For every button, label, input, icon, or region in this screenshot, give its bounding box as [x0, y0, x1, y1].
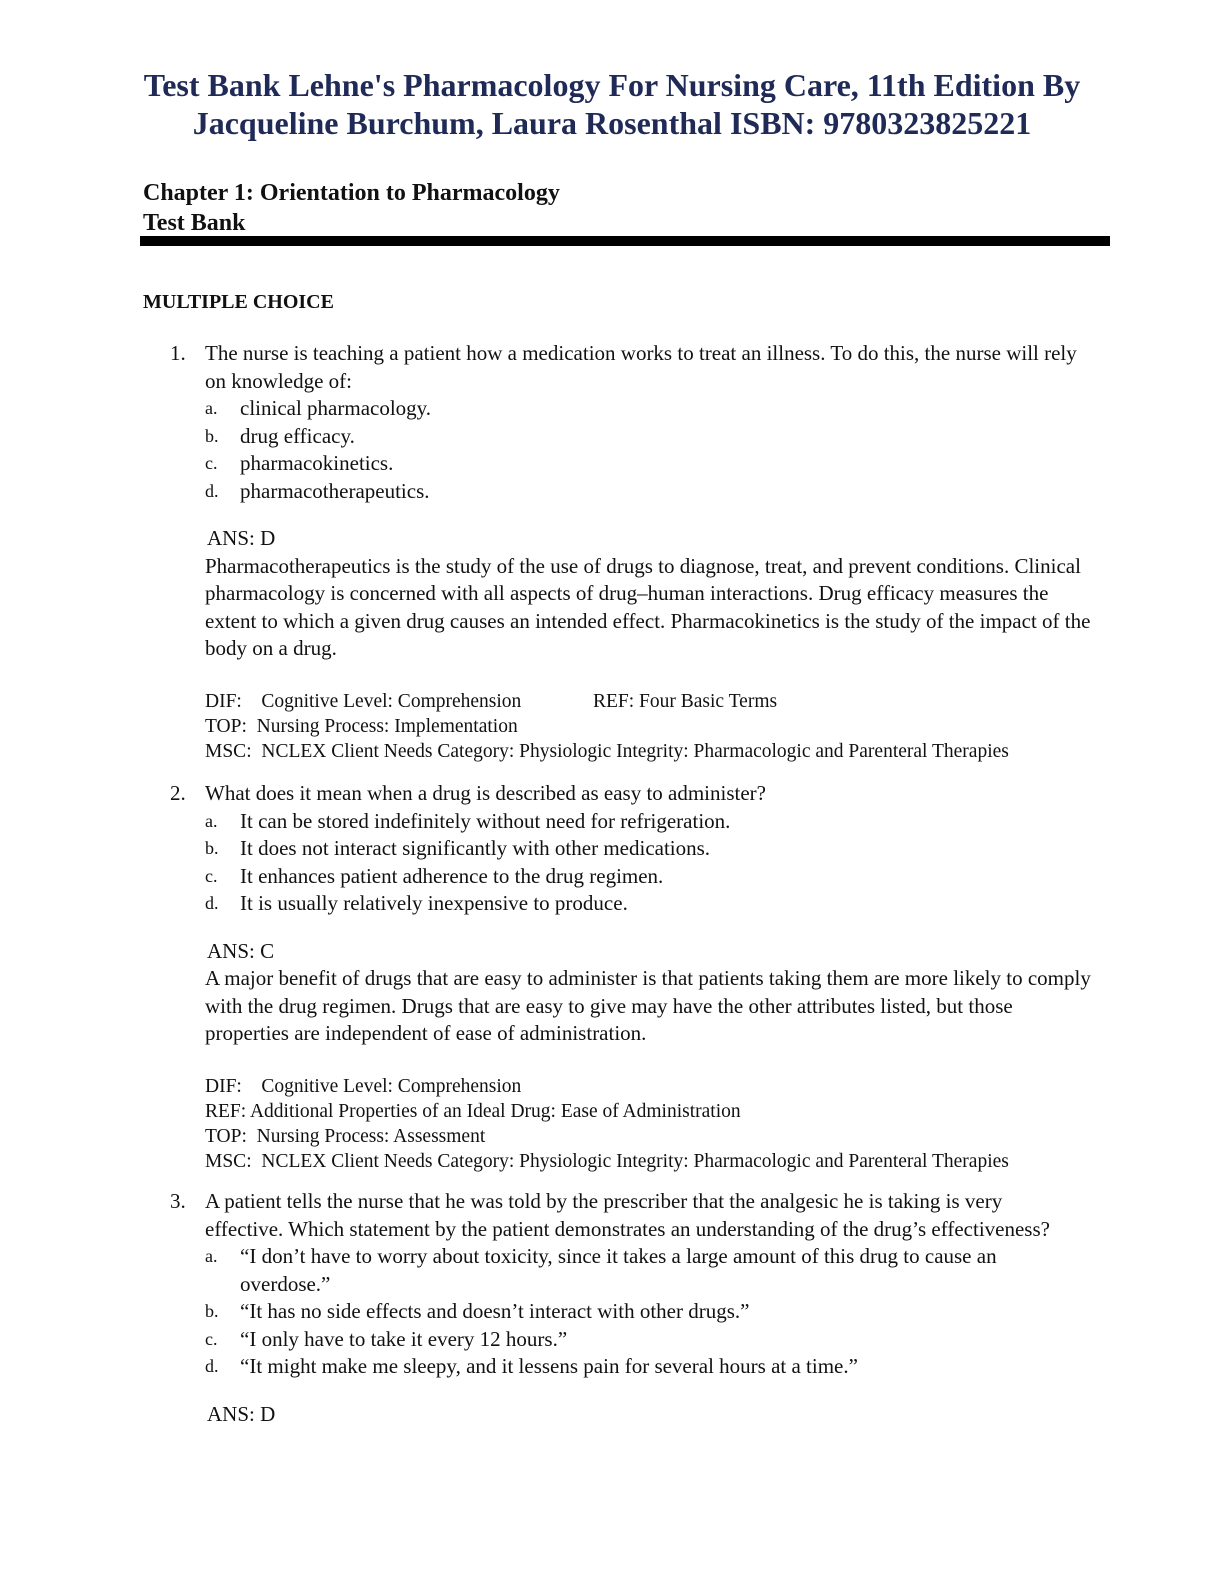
- question-3: [0, 1188, 1224, 1428]
- option-letter: b.: [205, 838, 219, 858]
- metadata-ref: REF: Four Basic Terms: [593, 690, 778, 712]
- option-letter: c.: [205, 453, 218, 473]
- option-letter: b.: [205, 425, 219, 446]
- option-text: drug efficacy.: [240, 423, 355, 448]
- metadata-dif: DIF: Cognitive Level: Comprehension: [205, 1075, 522, 1097]
- chapter-heading: [143, 178, 560, 238]
- option-letter: b.: [205, 1301, 219, 1321]
- heading-divider: [140, 236, 1110, 246]
- answer-rationale: Pharmacotherapeutics is the study of the use of drugs to diagnose, treat, and prevent conditions. Clinical pharmacology is concerned with all aspects of drug–human interactions. Drug efficacy measures the extent to which a given drug causes an intended effect. Pharmacokinetics is the study of the impact of the body on a drug.: [205, 553, 1091, 660]
- question-text: The nurse is teaching a patient how a medication works to treat an illness. To do this, the nurse will rely on knowledge of:: [205, 341, 1077, 393]
- chapter-title: Chapter 1: Orientation to Pharmacology: [143, 180, 560, 206]
- answer-options: [0, 395, 1224, 505]
- document-title: [100, 66, 1124, 142]
- question-1: [0, 340, 1224, 764]
- option-text: clinical pharmacology.: [240, 396, 432, 420]
- metadata-dif-line: [205, 689, 1224, 714]
- option-letter: c.: [205, 1328, 218, 1349]
- option-text: pharmacotherapeutics.: [240, 478, 430, 503]
- option-text: pharmacokinetics.: [240, 451, 394, 475]
- answer-option: [0, 890, 1040, 918]
- option-text: “It might make me sleepy, and it lessens pain for several hours at a time.”: [240, 1354, 858, 1378]
- section-heading: MULTIPLE CHOICE: [143, 291, 334, 313]
- question-number: 3.: [170, 1189, 186, 1213]
- option-letter: a.: [205, 1246, 218, 1266]
- metadata-dif: DIF: Cognitive Level: Comprehension: [205, 690, 522, 712]
- answer-option: [0, 450, 1040, 478]
- metadata-top: TOP: Nursing Process: Assessment: [205, 1125, 486, 1147]
- metadata-top: TOP: Nursing Process: Implementation: [205, 715, 518, 737]
- question-stem: [0, 1188, 1085, 1243]
- answer-option: [0, 423, 1040, 451]
- option-text: It can be stored indefinitely without need for refrigeration.: [240, 808, 731, 833]
- answer-option: [0, 1326, 1040, 1354]
- question-number: 2.: [170, 781, 186, 805]
- question-text: A patient tells the nurse that he was told by the prescriber that the analgesic he is taking is very effective. Which statement by the patient demonstrates an understanding of the drug’s effectiveness?: [205, 1189, 1050, 1241]
- answer-option: [0, 1298, 1040, 1326]
- option-letter: d.: [205, 893, 219, 913]
- question-text: What does it mean when a drug is described as easy to administer?: [205, 781, 766, 805]
- option-letter: c.: [205, 865, 218, 886]
- answer-key: ANS: C: [207, 938, 275, 963]
- answer-option: [0, 478, 1040, 506]
- option-letter: a.: [205, 810, 218, 831]
- question-stem: [0, 780, 1085, 808]
- answer-options: [0, 808, 1224, 918]
- document-title-line-2: Jacqueline Burchum, Laura Rosenthal ISBN: 9780323825221: [192, 105, 1032, 141]
- answer-option: [0, 835, 1040, 863]
- answer-option: [0, 395, 1040, 423]
- option-text: “I only have to take it every 12 hours.”: [240, 1326, 568, 1351]
- option-text: It enhances patient adherence to the drug regimen.: [240, 863, 664, 888]
- question-2: [0, 780, 1224, 1174]
- answer-options: [0, 1243, 1224, 1381]
- question-metadata: [0, 689, 1224, 764]
- answer-option: [0, 863, 1040, 891]
- option-text: It is usually relatively inexpensive to produce.: [240, 891, 628, 915]
- metadata-ref: REF: Additional Properties of an Ideal Drug: Ease of Administration: [205, 1100, 741, 1122]
- option-letter: a.: [205, 398, 218, 418]
- option-text: “I don’t have to worry about toxicity, since it takes a large amount of this drug to cause an overdose.”: [240, 1244, 997, 1296]
- question-stem: [0, 340, 1085, 395]
- metadata-msc: MSC: NCLEX Client Needs Category: Physiologic Integrity: Pharmacologic and Parenteral Therapies: [205, 1150, 1009, 1172]
- option-text: “It has no side effects and doesn’t interact with other drugs.”: [240, 1299, 750, 1323]
- question-number: 1.: [170, 341, 186, 365]
- answer-option: [0, 808, 1040, 836]
- question-metadata: [0, 1074, 1224, 1174]
- option-text: It does not interact significantly with other medications.: [240, 836, 711, 860]
- option-letter: d.: [205, 1356, 219, 1376]
- chapter-subtitle: Test Bank: [143, 210, 246, 236]
- answer-option: [0, 1243, 1040, 1298]
- document-title-line-1: Test Bank Lehne's Pharmacology For Nursing Care, 11th Edition By: [143, 67, 1081, 103]
- metadata-msc: MSC: NCLEX Client Needs Category: Physiologic Integrity: Pharmacologic and Parenteral Therapies: [205, 740, 1009, 762]
- answer-key: ANS: D: [207, 526, 276, 550]
- answer-option: [0, 1353, 1040, 1381]
- answer-rationale: A major benefit of drugs that are easy to administer is that patients taking them are more likely to comply with the drug regimen. Drugs that are easy to give may have the other attributes listed, but those properties are independent of ease of administration.: [205, 966, 1091, 1045]
- answer-key: ANS: D: [207, 1401, 276, 1426]
- option-letter: d.: [205, 480, 219, 501]
